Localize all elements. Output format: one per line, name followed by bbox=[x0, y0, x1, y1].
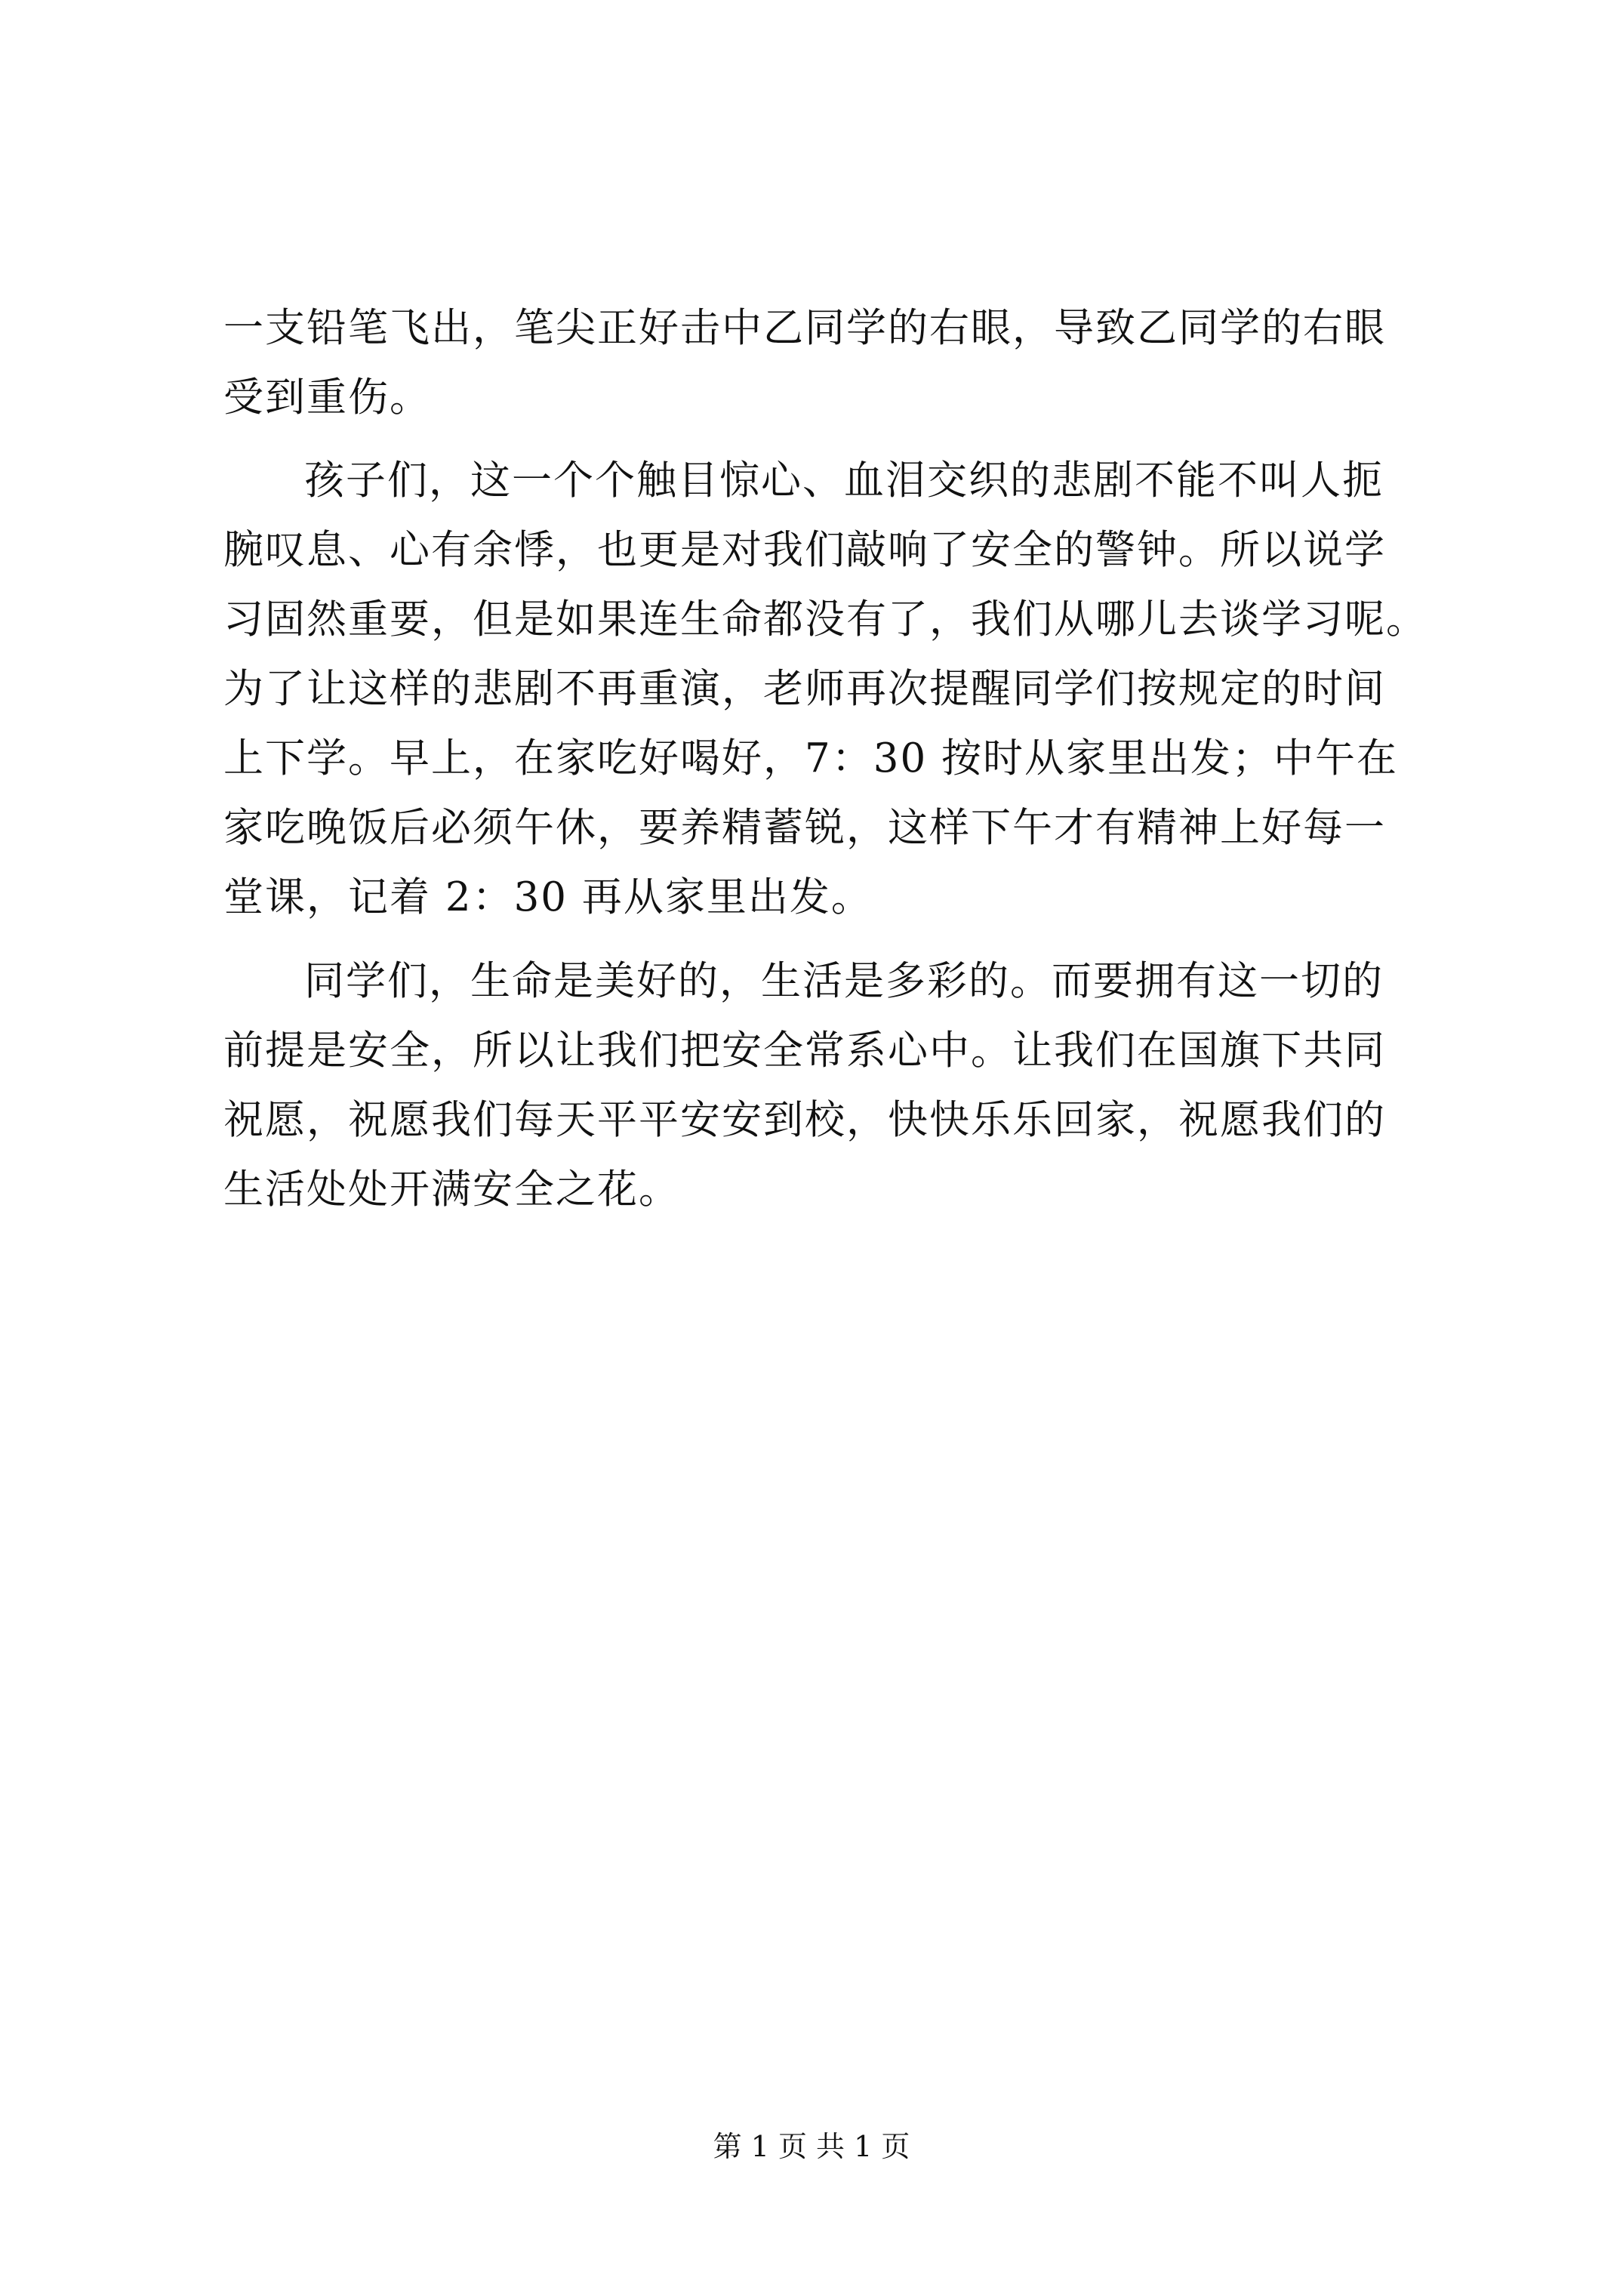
paragraph-1-line-1: 一支铅笔飞出，笔尖正好击中乙同学的右眼，导致乙同学的右眼 bbox=[223, 305, 1386, 351]
paragraph-2-line-4: 为了让这样的悲剧不再重演，老师再次提醒同学们按规定的时间 bbox=[223, 666, 1386, 712]
paragraph-3-line-3: 祝愿，祝愿我们每天平平安安到校，快快乐乐回家，祝愿我们的 bbox=[223, 1097, 1386, 1143]
paragraph-3-line-4: 生活处处开满安全之花。 bbox=[223, 1166, 680, 1213]
page-number-footer: 第 1 页 共 1 页 bbox=[713, 2130, 910, 2163]
paragraph-2-line-6: 家吃晚饭后必须午休，要养精蓄锐，这样下午才有精神上好每一 bbox=[223, 805, 1386, 851]
paragraph-3-line-1: 同学们，生命是美好的，生活是多彩的。而要拥有这一切的 bbox=[304, 958, 1384, 1004]
paragraph-3-line-2: 前提是安全，所以让我们把安全常系心中。让我们在国旗下共同 bbox=[223, 1028, 1386, 1074]
paragraph-2-line-3: 习固然重要，但是如果连生命都没有了，我们从哪儿去谈学习呢。 bbox=[223, 596, 1427, 643]
paragraph-2-line-7: 堂课，记着 2：30 再从家里出发。 bbox=[223, 874, 873, 920]
paragraph-2-line-2: 腕叹息、心有余悸，也更是对我们敲响了安全的警钟。所以说学 bbox=[223, 527, 1386, 573]
paragraph-2-line-5: 上下学。早上，在家吃好喝好，7：30 按时从家里出发；中午在 bbox=[223, 735, 1399, 781]
paragraph-2-line-1: 孩子们，这一个个触目惊心、血泪交织的悲剧不能不叫人扼 bbox=[304, 458, 1384, 504]
paragraph-1-line-2: 受到重伤。 bbox=[223, 374, 431, 421]
